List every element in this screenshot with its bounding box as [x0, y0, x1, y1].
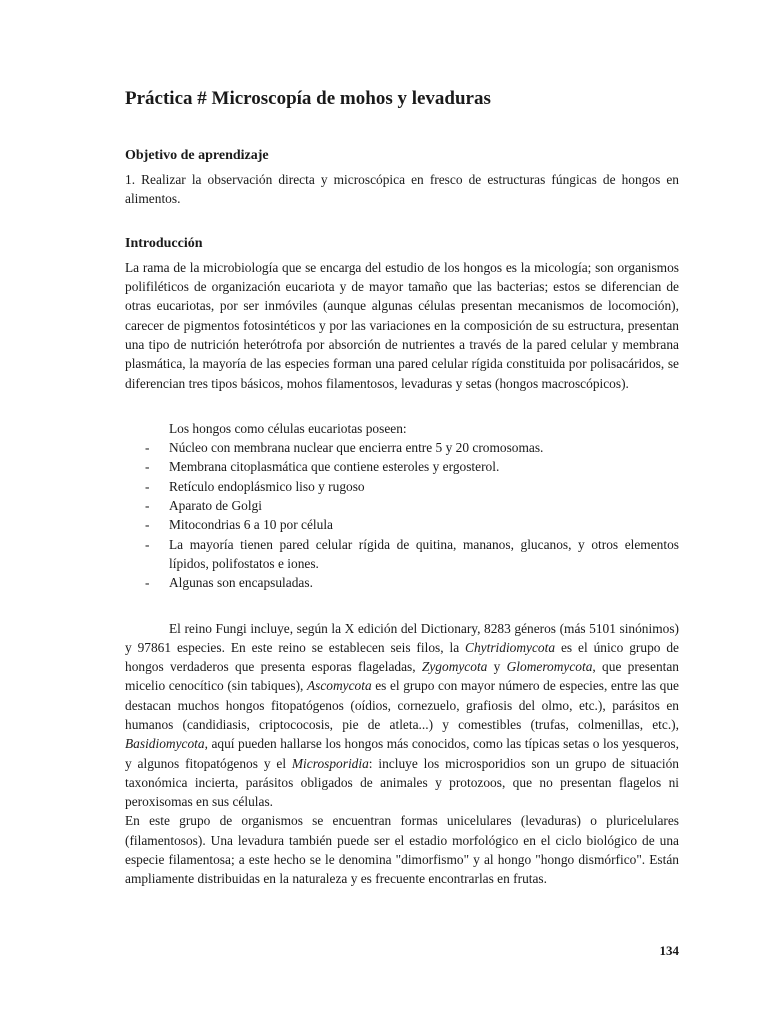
list-marker: -: [145, 536, 150, 552]
taxon-name: Glomeromycota: [506, 659, 593, 675]
list-marker: -: [145, 498, 150, 514]
list-marker: -: [145, 440, 150, 456]
page-content: [125, 88, 679, 889]
eukaryote-features-list: [125, 438, 679, 592]
introduction-paragraph-2: El reino Fungi incluye, según la X edición del Dictionary, 8283 géneros (más 5101 sinónimos) y 97861 especies. En este reino se establecen seis filos, la Chytridiomycota es el único grupo de hongos verdaderos que presenta esporas flageladas, Zygomycota y Glomeromycota, que presentan micelio cenocítico (sin tabiques), Ascomycota es el grupo con mayor número de especies, entre las que destacan muchos hongos fitopatógenos (oídios, cornezuelo, grafiosis del olmo, etc.), parásitos en humanos (candidiasis, criptococosis, pie de atleta...) y comestibles (trufas, colmenillas, etc.), Basidiomycota, aquí pueden hallarse los hongos más conocidos, como las típicas setas o los yesqueros, y algunos fitopatógenos y el Microsporidia: incluye los microsporidios son un grupo de situación taxonómica incierta, parásitos obligados de animales y protozoos, que no presentan flagelos ni peroxisomas en sus células.: [125, 620, 680, 810]
taxon-name: Microsporidia: [291, 755, 369, 771]
list-intro: Los hongos como células eucariotas poseen:: [169, 420, 407, 436]
list-item: - Aparato de Golgi: [125, 496, 679, 515]
list-item: - Mitocondrias 6 a 10 por célula: [125, 515, 679, 534]
taxon-name: Basidiomycota: [125, 736, 205, 752]
list-item: - Membrana citoplasmática que contiene esteroles y ergosterol.: [125, 457, 679, 476]
objective-text: 1. Realizar la observación directa y microscópica en fresco de estructuras fúngicas de hongos en alimentos.: [125, 171, 679, 207]
taxon-name: Chytridiomycota: [465, 639, 556, 655]
introduction-paragraph-3: En este grupo de organismos se encuentran formas unicelulares (levaduras) o pluricelulares (filamentosos). Una levadura también puede ser el estadio morfológico en el ciclo biológico de una especie filamentosa; a este hecho se le denomina "dimorfismo" y al hongo "hongo dismórfico". Están ampliamente distribuidas en la naturaleza y es frecuente encontrarlas en frutas.: [125, 813, 679, 887]
list-marker: -: [145, 478, 150, 494]
list-marker: -: [145, 575, 150, 591]
page-title: Práctica # Microscopía de mohos y levaduras: [125, 88, 491, 109]
list-item: - Núcleo con membrana nuclear que encierra entre 5 y 20 cromosomas.: [125, 438, 679, 457]
introduction-paragraph-1: La rama de la microbiología que se encarga del estudio de los hongos es la micología; son organismos polifiléticos de organización eucariota y de mayor tamaño que las bacterias; estos se diferencian de otras eucariotas, por ser inmóviles (aunque algunas células presentan mecanismos de locomoción), carecer de pigmentos fotosintéticos y por las variaciones en la composición de su estructura, presentan una tipo de nutrición heterótrofa por absorción de nutrientes a través de la pared celular y membrana plasmática, la mayoría de las especies forman una pared celular rígida constituida por polisacáridos, se diferencian tres tipos básicos, mohos filamentosos, levaduras y setas (hongos macroscópicos).: [125, 259, 679, 391]
objective-heading: Objetivo de aprendizaje: [125, 147, 269, 163]
list-item: - Retículo endoplásmico liso y rugoso: [125, 477, 679, 496]
taxon-name: Zygomycota: [421, 659, 488, 675]
page-number: 134: [659, 943, 679, 958]
list-item: - La mayoría tienen pared celular rígida de quitina, mananos, glucanos, y otros elementos lípidos, polifostatos e iones.: [145, 536, 679, 571]
list-item: - Algunas son encapsuladas.: [125, 573, 679, 592]
list-marker: -: [145, 517, 150, 533]
introduction-heading: Introducción: [125, 235, 203, 251]
list-marker: -: [145, 459, 150, 475]
taxon-name: Ascomycota: [306, 678, 372, 694]
